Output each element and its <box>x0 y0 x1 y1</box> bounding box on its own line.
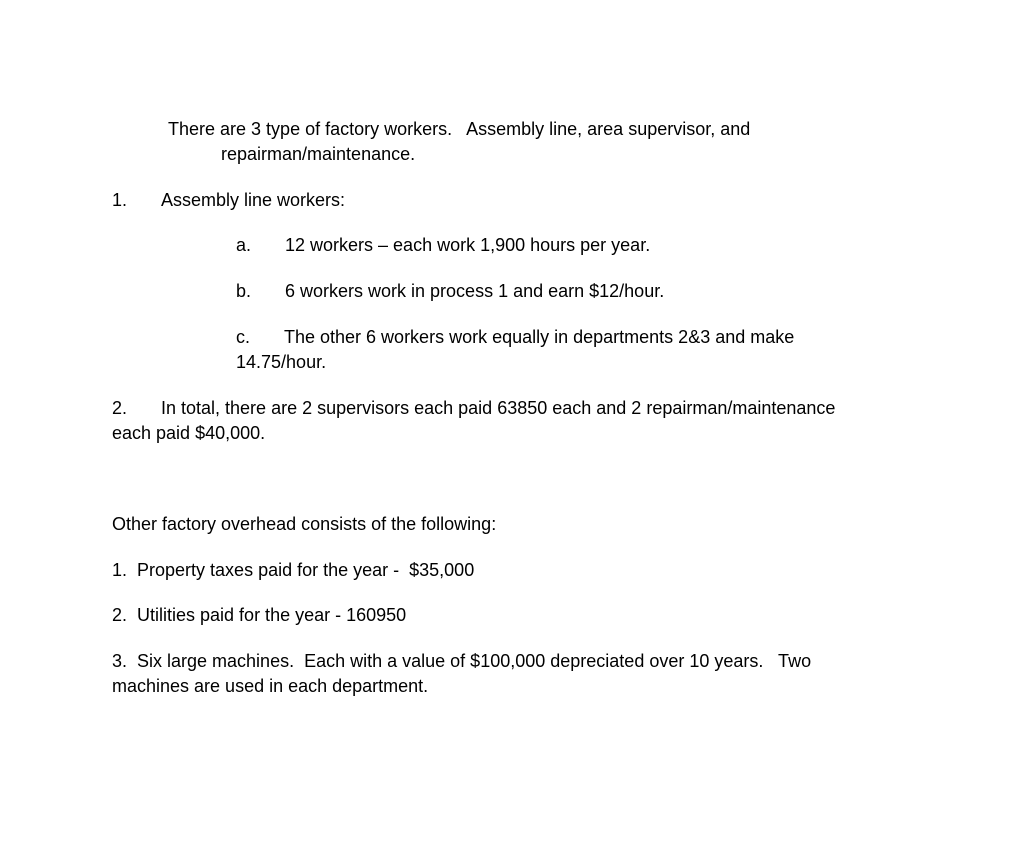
section-2-line-1: In total, there are 2 supervisors each paid 63850 each and 2 repairman/maintenance <box>161 398 836 418</box>
item-b-text: 6 workers work in process 1 and earn $12/hour. <box>285 281 665 301</box>
item-c-text: The other 6 workers work equally in departments 2&3 and make <box>284 327 795 347</box>
section-2-line-2: each paid $40,000. <box>112 423 266 443</box>
overhead-item-2: 2. Utilities paid for the year - 160950 <box>112 605 407 625</box>
item-c-continuation: 14.75/hour. <box>236 352 327 372</box>
item-b-marker: b. <box>236 281 252 301</box>
overhead-item-3-continuation: machines are used in each department. <box>112 676 429 696</box>
intro-line-1: There are 3 type of factory workers. Assembly line, area supervisor, and <box>168 119 751 139</box>
intro-line-2: repairman/maintenance. <box>221 144 416 164</box>
item-a-marker: a. <box>236 235 252 255</box>
item-a-text: 12 workers – each work 1,900 hours per year. <box>285 235 651 255</box>
item-c-marker: c. <box>236 327 251 347</box>
section-1-heading: Assembly line workers: <box>161 190 346 210</box>
section-1-number: 1. <box>112 190 128 210</box>
overhead-heading: Other factory overhead consists of the following: <box>112 514 497 534</box>
section-2-number: 2. <box>112 398 128 418</box>
overhead-item-1: 1. Property taxes paid for the year - $35,000 <box>112 560 475 580</box>
overhead-item-3: 3. Six large machines. Each with a value of $100,000 depreciated over 10 years. Two <box>112 651 812 671</box>
